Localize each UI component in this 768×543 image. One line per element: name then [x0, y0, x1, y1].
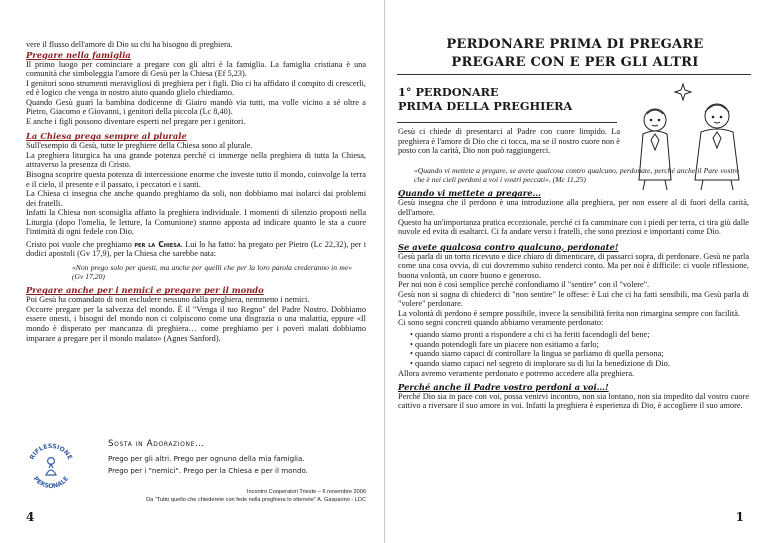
paragraph: Quando Gesù guarì la bambina dodicenne di Giairo mandò via tutti, ma volle vicino a sé oltre a Pietro, Giacomo e Giovanni, i genitori della piccola (Lc 8,40).: [26, 97, 366, 117]
intro-block: [398, 127, 620, 156]
paragraph: Infatti la Chiesa non sconsiglia affatto la preghiera individuale. I momenti di silenzio proposti nella Liturgia (dopo l'omelia, le letture, la Comunione) stanno apposta ad indicare quanto le sta a cuore l'intimità di ogni fedele con Dio.: [26, 208, 366, 237]
paragraph: Perché Dio sia in pace con voi, possa venirvi incontro, non sia lontano, non sia impedito dal vostro cuore cattivo a riversare il suo amore in voi. Infatti la preghiera è esperienza di Dio, è accogliere il suo amore.: [398, 391, 749, 411]
paragraph: Sull'esempio di Gesù, tutte le preghiere della Chiesa sono al plurale.: [26, 141, 253, 151]
intro-paragraph: Gesù ci chiede di presentarci al Padre con cuore limpido. La preghiera è l'amore di Dio che ci tocca, ma se il nostro cuore non è posto con la carità, Dio non può raggiungerci.: [398, 127, 620, 156]
paragraph: Ci sono segni concreti quando abbiamo veramente perdonato:: [398, 318, 604, 328]
section-title: 1° PERDONARE PRIMA DELLA PREGHIERA: [398, 85, 573, 113]
page-number: 4: [26, 510, 35, 524]
list-item: • quando siamo capaci nel segreto di implorare su di lui la benedizione di Dio.: [410, 359, 749, 369]
paragraph: Per noi non è così semplice perché confondiamo il "sentire" con il "volere".: [398, 280, 650, 290]
paragraph: La Chiesa ci insegna che anche quando preghiamo da soli, non dobbiamo mai isolarci dai problemi dei fratelli.: [26, 189, 366, 208]
praying-person-icon: [46, 458, 56, 475]
heading-quando-vi-mettete: Quando vi mettete a pregare…: [398, 188, 541, 199]
page-number: 1: [735, 510, 744, 524]
paragraph: Gesù insegna che il perdono è una introduzione alla preghiera, per non essere al di fuori della carità, dell'amore.: [398, 198, 749, 217]
paragraph: Allora avremo veramente perdonato e potremo accedere alla preghiera.: [398, 369, 635, 379]
paragraph: Gesù parla di un torto ricevuto e dice chiaro di dimenticare, di passarci sopra, di perdonare. Gesù ne parla come una cosa ovvia, di cui dovremmo subito renderci conto. Ma per noi è difficile: ci vuole riflessione, buona volontà, un cuore buono e generoso.: [398, 251, 749, 280]
quote-mc: «Quando vi mettete a pregare, se avete qualcosa contro qualcuno, perdonate, perché anche il Pare vostro che è nei cieli perdoni a voi i vostri peccati». (Mc 11,25): [414, 166, 739, 185]
paragraph: Bisogna scoprire questa potenza di intercessione enorme che investe tutto il mondo, coinvolge la terra e il cielo, il presente e il passato, i peccatori e i santi.: [26, 170, 366, 189]
paragraph: Occorre pregare per la salvezza del mondo. È il "Venga il tuo Regno" del Padre Nostro. Dobbiamo essere onesti, i bisogni del mondo non ci colpiscono come una disgrazia o una malattia, eppure «Il mondo è disperato per mancanza di preghiera… come preghiamo per i poveri malati dobbiamo imparare a pregare per il mondo malato» (Agnes Sanford).: [26, 304, 366, 343]
heading-perche-anche-il-padre: Perché anche il Padre vostro perdoni a voi…!: [398, 381, 609, 392]
riflessione-personale-badge: [26, 437, 76, 495]
credit: Incontro Cooperatori Trieste – 6 novembre 2006 Da "Tutto quello che chiederete con fede nella preghiera lo otterrete" A. Gasparino - LDC: [146, 489, 366, 503]
paragraph: La preghiera liturgica ha una grande potenza perché ci immerge nella preghiera di tutta la Chiesa, attraverso la presenza di Cristo.: [26, 150, 366, 170]
title-divider: [397, 74, 751, 75]
badge-text-bottom: PERSONALE: [31, 475, 71, 491]
paragraph: Poi Gesù ha comandato di non escludere nessuno dalla preghiera, nemmeno i nemici.: [26, 295, 310, 305]
list-item: • quando siamo capaci di controllare la lingua se parliamo di quella persona;: [410, 349, 749, 359]
right-page: [384, 0, 768, 543]
right-column: [398, 164, 749, 411]
sosta-line: Prego per gli altri. Prego per ognuno della mia famiglia.: [108, 454, 305, 463]
page-title: PERDONARE PRIMA DI PREGARE PREGARE CON E PER GLI ALTRI: [446, 37, 704, 70]
badge-text-top: RIFLESSIONE: [28, 442, 74, 461]
left-column: [26, 40, 366, 343]
paragraph: La volontà di perdono è sempre possibile, invece la sensibilità ferita non rimargina sempre con facilità.: [398, 308, 740, 318]
heading-chiesa-plurale: La Chiesa prega sempre al plurale: [26, 131, 187, 142]
paragraph: Il primo luogo per cominciare a pregare con gli altri è la famiglia. La famiglia cristiana è una comunità che simboleggia l'amore di Gesù per la Chiesa (Ef 5,23).: [26, 59, 366, 79]
sosta-title: Sosta in Adorazione…: [108, 439, 205, 449]
paragraph: Gesù non si sogna di chiederci di "non sentire" le offese: è Lui che ci ha fatti sensibili, ma Gesù parla di "volere" perdonare.: [398, 289, 749, 309]
sosta-text: [108, 439, 308, 477]
sosta-line: Prego per i "nemici". Prego per la Chiesa e per il mondo.: [108, 466, 308, 475]
paragraph: E anche i figli possono diventare esperti nel pregare per i genitori.: [26, 116, 246, 126]
heading-pregare-nemici: Pregare anche per i nemici e pregare per il mondo: [26, 285, 264, 296]
list-item: • quando potendogli fare un piacere non esitiamo a farlo;: [410, 340, 749, 350]
per-la-chiesa-smallcaps: per la Chiesa: [134, 239, 181, 249]
quote-gv: «Non prego solo per questi, ma anche per quelli che per la loro parola crederanno in me» (Gv 17,20): [72, 262, 352, 282]
intro-line: vere il flusso dell'amore di Dio su chi ha bisogno di preghiera.: [26, 40, 233, 49]
heading-pregare-nella-famiglia: Pregare nella famiglia: [26, 49, 131, 60]
perdono-signs-list: [410, 330, 749, 368]
cristo-paragraph: Cristo poi vuole che preghiamo per la Chiesa. Lui lo ha fatto: ha pregato per Pietro (Lc 22,32), per i dodici apostoli (Gv 17,9), per la Chiesa che sarebbe nata:: [26, 239, 366, 259]
list-item: • quando siamo pronti a rispondere a chi ci ha feriti facendogli del bene;: [410, 330, 749, 340]
heading-se-avete-qualcosa: Se avete qualcosa contro qualcuno, perdonate!: [398, 241, 619, 252]
sosta-box: [26, 415, 366, 495]
subtitle-divider: [397, 122, 617, 123]
paragraph: I genitori sono strumenti meravigliosi di preghiera per i figli. Dio ci ha affidato il compito di crescerli, ed è logico che venga in nostro aiuto quando glielo chiediamo.: [26, 78, 366, 98]
paragraph: Questo ha un'importanza pratica eccezionale, perché ci fa camminare con i piedi per terra, ci tira giù dalle nuvole ed evita di esaltarci. Ci fa andare verso i fratelli, che sono preziosi e importanti come Dio.: [398, 217, 749, 237]
